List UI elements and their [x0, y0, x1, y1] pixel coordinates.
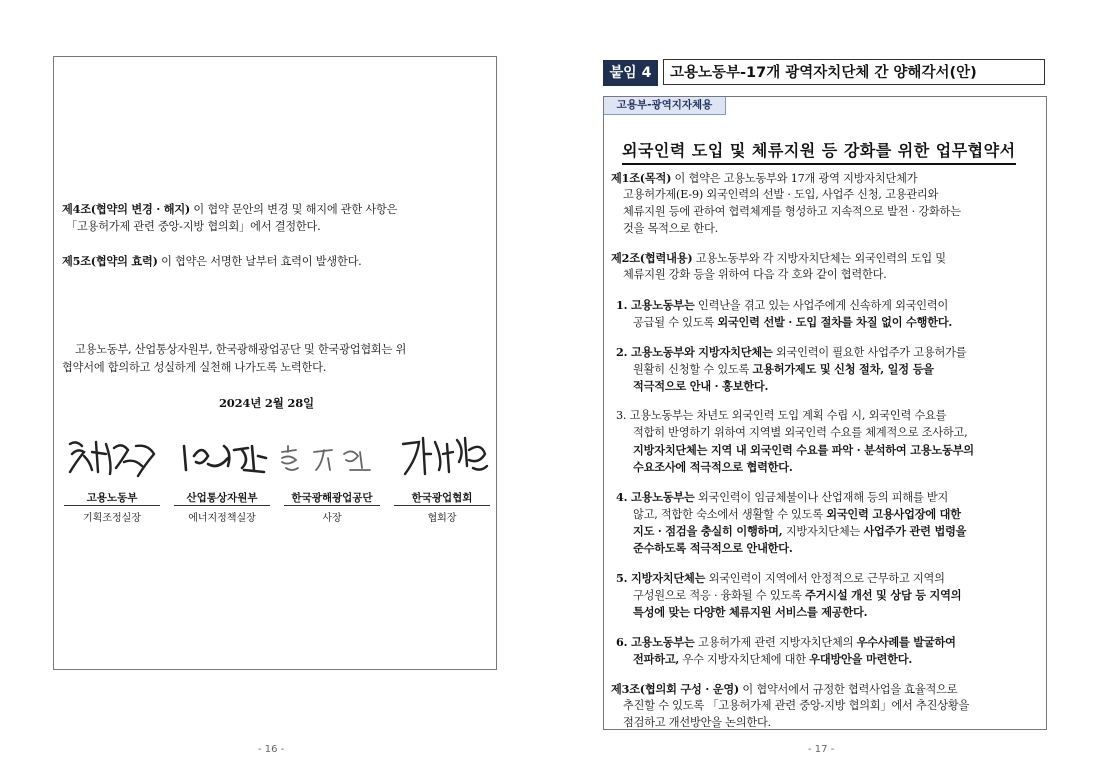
usage-tag: 고용부-광역지자체용: [604, 97, 726, 115]
item5-line1: 5. 지방자치단체는 외국인력이 지역에서 안정적으로 근무하고 지역의: [616, 571, 945, 585]
article1-line2: 고용허가제(E-9) 외국인력의 선발 · 도입, 사업주 신청, 고용관리와: [623, 188, 939, 201]
agreement-date: 2024년 2월 28일: [219, 396, 314, 410]
closing-line2: 협약서에 합의하고 성실하게 실천해 나가도록 노력한다.: [62, 361, 327, 374]
item2-line1: 2. 고용노동부와 지방자치단체는 외국인력이 필요한 사업주가 고용허가를: [616, 345, 967, 359]
item5-line2: 구성원으로 적응 · 융화될 수 있도록 주거시설 개선 및 상담 등 지역의: [633, 588, 962, 602]
item4-line3: 지도 · 점검을 충실히 이행하며, 지방자치단체는 사업주가 관련 법령을: [633, 524, 967, 538]
signature-image-3: [276, 440, 380, 476]
signatory-position-1: 기획조정실장: [83, 513, 141, 524]
article4-line2: 「고용허가제 관련 중앙-지방 협의회」에서 결정한다.: [66, 220, 321, 233]
signatory-org-3: 한국광해광업공단: [291, 492, 373, 504]
article1-line4: 것을 목적으로 한다.: [623, 222, 718, 235]
article3-line1: 제3조(협의회 구성 · 운영) 이 협약서에서 규정한 협력사업을 효율적으로: [611, 682, 958, 696]
signatory-org-2: 산업통상자원부: [186, 492, 258, 504]
article4-line1: 제4조(협약의 변경 · 해지) 이 협약 문안의 변경 및 해지에 관한 사항은: [62, 202, 398, 216]
signatory-org-4: 한국광업협회: [411, 492, 473, 504]
item6-line1: 6. 고용노동부는 고용허가제 관련 지방자치단체의 우수사례를 발굴하여: [616, 635, 956, 649]
item3-line1: 3. 고용노동부는 차년도 외국인력 도입 계획 수립 시, 외국인력 수요를: [616, 409, 947, 422]
article2-line1: 제2조(협력내용) 고용노동부와 각 지방자치단체는 외국인력의 도입 및: [611, 251, 946, 265]
appendix-tag: 붙임 4: [603, 60, 658, 86]
article3-line3: 점검하고 개선방안을 논의한다.: [623, 716, 771, 729]
item3-line4: 수요조사에 적극적으로 협력한다.: [633, 460, 793, 474]
article2-line2: 체류지원 강화 등을 위하여 다음 각 호와 같이 협력한다.: [623, 268, 887, 281]
item4-line2: 않고, 적합한 숙소에서 생활할 수 있도록 외국인력 고용사업장에 대한: [633, 507, 961, 521]
item5-line3: 특성에 맞는 다양한 체류지원 서비스를 제공한다.: [633, 605, 868, 619]
signature-image-4: [395, 430, 495, 480]
item1-line2: 공급될 수 있도록 외국인력 선발 · 도입 절차를 차질 없이 수행한다.: [633, 315, 953, 329]
item2-line2: 원활히 신청할 수 있도록 고용허가제도 및 신청 절차, 일정 등을: [633, 362, 934, 376]
item4-line4: 준수하도록 적극적으로 안내한다.: [633, 541, 793, 555]
page-number-right: - 17 -: [808, 744, 835, 755]
signatory-rule-3: [284, 505, 380, 506]
item3-line3: 지방자치단체는 지역 내 외국인력 수요를 파악 · 분석하여 고용노동부의: [633, 443, 974, 457]
article3-line2: 추진할 수 있도록 「고용허가제 관련 중앙-지방 협의회」에서 추진상황을: [623, 699, 970, 712]
signature-image-2: [172, 436, 272, 476]
item3-line2: 적합히 반영하기 위하여 지역별 외국인력 수요를 체계적으로 조사하고,: [633, 426, 968, 439]
signatory-rule-1: [64, 505, 160, 506]
closing-line1: 고용노동부, 산업통상자원부, 한국광해광업공단 및 한국광업협회는 위: [75, 343, 407, 356]
agreement-title: 외국인력 도입 및 체류지원 등 강화를 위한 업무협약서: [622, 138, 1016, 165]
item2-line3: 적극적으로 안내 · 홍보한다.: [633, 379, 769, 393]
signatory-rule-4: [394, 505, 490, 506]
page-number-left: - 16 -: [258, 744, 285, 755]
item6-line2: 전파하고, 우수 지방자치단체에 대한 우대방안을 마련한다.: [633, 652, 913, 666]
signatory-position-3: 사장: [322, 513, 342, 524]
item1-line1: 1. 고용노동부는 인력난을 겪고 있는 사업주에게 신속하게 외국인력이: [616, 298, 949, 312]
signatory-position-4: 협회장: [427, 513, 457, 524]
signatory-position-2: 에너지정책실장: [188, 513, 256, 524]
article5-line: 제5조(협약의 효력) 이 협약은 서명한 날부터 효력이 발생한다.: [62, 254, 362, 268]
article1-line1: 제1조(목적) 이 협약은 고용노동부와 17개 광역 지방자치단체가: [611, 171, 918, 185]
item4-line1: 4. 고용노동부는 외국인력이 임금체불이나 산업재해 등의 피해를 받지: [616, 490, 949, 504]
signatory-rule-2: [174, 505, 270, 506]
signature-image-1: [62, 432, 162, 480]
appendix-title: 고용노동부-17개 광역자치단체 간 양해각서(안): [663, 59, 1045, 85]
signatory-org-1: 고용노동부: [86, 492, 138, 504]
article1-line3: 체류지원 등에 관하여 협력체계를 형성하고 지속적으로 발전 · 강화하는: [623, 205, 961, 218]
